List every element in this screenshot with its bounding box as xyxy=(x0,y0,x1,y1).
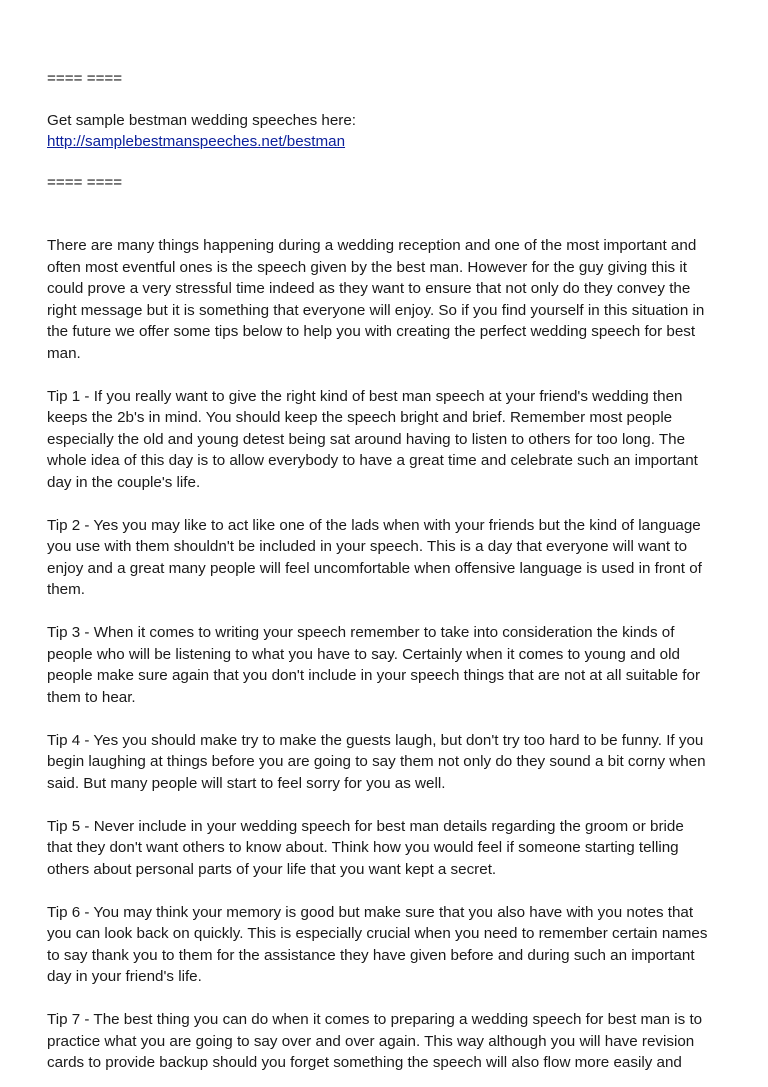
document-page xyxy=(47,0,737,1074)
paragraph-line: to say thank you to them for the assistance they have given before and during such an important xyxy=(47,946,695,964)
paragraph-line: Tip 2 - Yes you may like to act like one of the lads when with your friends but the kind of language xyxy=(47,516,701,534)
paragraph-line: people who will be listening to what you have to say. Certainly when it comes to young and old xyxy=(47,645,680,663)
paragraph-line: day in the couple's life. xyxy=(47,473,201,491)
paragraph-line: said. But many people will start to feel sorry for you as well. xyxy=(47,774,446,792)
paragraph-line: right message but it is something that everyone will enjoy. So if you find yourself in this situation in xyxy=(47,301,705,319)
paragraph-line: especially the old and young detest being sat around having to listen to others for too long. The xyxy=(47,430,686,448)
paragraph-line: Tip 1 - If you really want to give the right kind of best man speech at your friend's wedding then xyxy=(47,387,683,405)
paragraph xyxy=(47,816,737,881)
paragraph-line: day in your friend's life. xyxy=(47,968,202,985)
paragraph-line: Tip 3 - When it comes to writing your speech remember to take into consideration the kinds of xyxy=(47,624,675,641)
paragraph-line: whole idea of this day is to allow everybody to have a great time and celebrate such an important xyxy=(47,452,698,469)
paragraph-line: you use with them shouldn't be included in your speech. This is a day that everyone will want to xyxy=(47,538,688,555)
paragraph-line: others about personal parts of your life that you want kept a secret. xyxy=(47,860,497,878)
separator-top: ==== ==== xyxy=(47,70,123,87)
speeches-link[interactable]: http://samplebestmanspeeches.net/bestman xyxy=(47,133,346,150)
paragraph-line: people make sure again that you don't include in your speech things that are not at all suitable for xyxy=(47,667,701,684)
paragraph xyxy=(47,515,737,601)
paragraph-line: Tip 6 - You may think your memory is good but make sure that you also have with you notes that xyxy=(47,903,694,921)
paragraph xyxy=(47,730,737,795)
paragraph-line: could prove a very stressful time indeed as they want to ensure that not only do they convey the xyxy=(47,280,691,297)
paragraph-line: Tip 7 - The best thing you can do when it comes to preparing a wedding speech for best man is to xyxy=(47,1011,703,1028)
paragraph-line: There are many things happening during a wedding reception and one of the most important and xyxy=(47,237,697,254)
paragraph xyxy=(47,902,737,988)
body-paragraphs xyxy=(47,235,737,1074)
link-line xyxy=(47,131,737,153)
paragraph-line: practice what you are going to say over and over again. This way although you will have revision xyxy=(47,1032,695,1050)
paragraph-line: enjoy and a great many people will feel uncomfortable when offensive language is used in front of xyxy=(47,559,702,577)
paragraph-line: that they don't want others to know about. Think how you would feel if someone starting telling xyxy=(47,839,679,856)
paragraph-line: the future we offer some tips below to help you with creating the perfect wedding speech for best xyxy=(47,323,696,340)
intro-text: Get sample bestman wedding speeches here: xyxy=(47,111,356,129)
separator-bottom: ==== ==== xyxy=(47,173,123,191)
paragraph-line: cards to provide backup should you forget something the speech will also flow more easily and xyxy=(47,1054,682,1071)
paragraph-line: begin laughing at things before you are going to say them not only do they sound a bit corny when xyxy=(47,753,706,770)
paragraph-line: them. xyxy=(47,581,85,598)
paragraph-line: Tip 5 - Never include in your wedding speech for best man details regarding the groom or bride xyxy=(47,817,684,835)
paragraph xyxy=(47,386,737,494)
paragraph-line: you can look back on quickly. This is especially crucial when you need to remember certain names xyxy=(47,925,708,942)
paragraph-line: keeps the 2b's in mind. You should keep the speech bright and brief. Remember most people xyxy=(47,409,673,426)
paragraph-line: them to hear. xyxy=(47,688,136,706)
paragraph-line: man. xyxy=(47,344,81,362)
paragraph xyxy=(47,622,737,708)
paragraph xyxy=(47,235,737,364)
paragraph-line: often most eventful ones is the speech given by the best man. However for the guy giving this it xyxy=(47,258,687,276)
paragraph-line: Tip 4 - Yes you should make try to make the guests laugh, but don't try too hard to be funny. If you xyxy=(47,731,704,749)
paragraph xyxy=(47,1009,737,1074)
